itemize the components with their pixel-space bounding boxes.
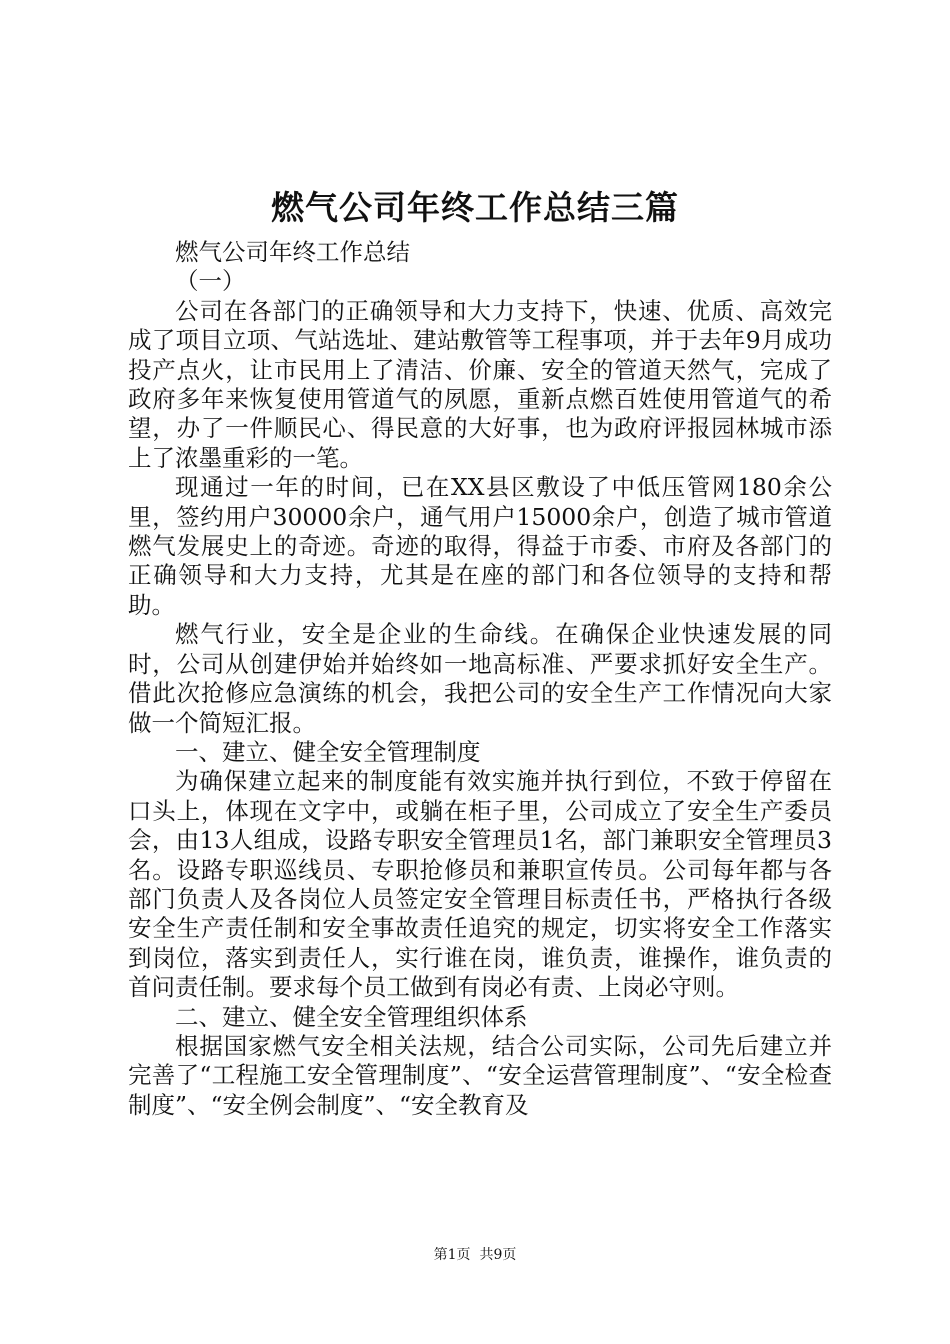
section-marker: （一） bbox=[175, 267, 246, 296]
paragraph-1: 公司在各部门的正确领导和大力支持下，快速、优质、高效完成了项目立项、气站选址、建站敷管等工程事项，并于去年9月成功投产点火，让市民用上了清洁、价廉、安全的管道天然气，完成了政府多年来恢复使用管道气的夙愿，重新点燃百姓使用管道气的希望，办了一件顺民心、得民意的大好事，也为政府评报园林城市添上了浓墨重彩的一笔。 bbox=[128, 296, 832, 472]
paragraph-2: 现通过一年的时间，已在XX县区敷设了中低压管网180余公里，签约用户30000余户，通气用户15000余户，创造了城市管道燃气发展史上的奇迹。奇迹的取得，得益于市委、市府及各部门的正确领导和大力支持，尤其是在座的部门和各位领导的支持和帮助。 bbox=[128, 473, 832, 619]
paragraph-4: 为确保建立起来的制度能有效实施并执行到位，不致于停留在口头上，体现在文字中，或躺在柜子里，公司成立了安全生产委员会，由13人组成，设路专职安全管理员1名，部门兼职安全管理员3名。设路专职巡线员、专职抢修员和兼职宣传员。公司每年都与各部门负责人及各岗位人员签定安全管理目标责任书，严格执行各级安全生产责任制和安全事故责任追究的规定，切实将安全工作落实到岗位，落实到责任人，实行谁在岗，谁负责，谁操作，谁负责的首问责任制。要求每个员工做到有岗必有责、上岗必守则。 bbox=[128, 767, 832, 1002]
paragraph-5: 根据国家燃气安全相关法规，结合公司实际，公司先后建立并完善了“工程施工安全管理制度”、“安全运营管理制度”、“安全检查制度”、“安全例会制度”、“安全教育及 bbox=[128, 1031, 832, 1119]
page-total: 共9页 bbox=[479, 1247, 517, 1263]
paragraph-3: 燃气行业，安全是企业的生命线。在确保企业快速发展的同时，公司从创建伊始并始终如一地高标准、严要求抓好安全生产。借此次抢修应急演练的机会，我把公司的安全生产工作情况向大家做一个简短汇报。 bbox=[128, 620, 832, 737]
section-heading-1: 一、建立、健全安全管理制度 bbox=[175, 737, 481, 766]
document-title: 燃气公司年终工作总结三篇 bbox=[271, 188, 679, 227]
page-number: 第1页 bbox=[433, 1247, 471, 1263]
document-body bbox=[128, 238, 832, 1120]
section-heading-2: 二、建立、健全安全管理组织体系 bbox=[175, 1002, 528, 1031]
page-footer bbox=[0, 1245, 950, 1265]
subtitle: 燃气公司年终工作总结 bbox=[175, 238, 410, 266]
